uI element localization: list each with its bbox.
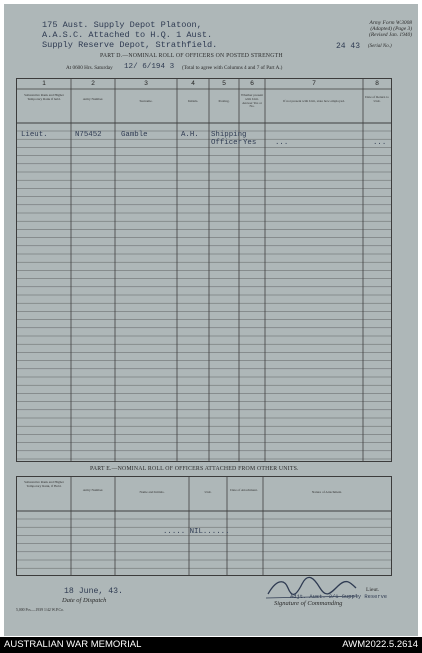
col-header-return-date: Date of Return to Unit. xyxy=(365,95,389,103)
date-value: 12/ 6/194 3 xyxy=(124,63,175,71)
nil-entry: ..... NIL...... xyxy=(163,528,230,536)
col-number: 8 xyxy=(375,80,379,87)
col-header-army-number: Army Number. xyxy=(82,97,104,101)
e-col-header-name: Name and Initials. xyxy=(139,490,165,494)
unit-line-3: Supply Reserve Depot, Strathfield. xyxy=(42,40,218,50)
dispatch-label: Date of Dispatch xyxy=(62,597,107,604)
entry-return-date: ... xyxy=(373,139,387,147)
col-header-employment: If not present with Unit, state how employed. xyxy=(283,99,345,103)
dispatch-date: 18 June, 43. xyxy=(64,587,123,596)
col-header-surname: Surname. xyxy=(139,99,153,103)
col-number: 5 xyxy=(222,80,226,87)
entry-rank: Lieut. xyxy=(21,131,48,139)
serial-label: (Serial No.) xyxy=(368,44,392,49)
col-number: 4 xyxy=(191,80,195,87)
e-col-header-rank: Substantive Rank and Higher Temporary Rank, if Held. xyxy=(24,480,64,488)
caption-left: AUSTRALIAN WAR MEMORIAL xyxy=(4,639,142,650)
part-d-grid-lines xyxy=(17,79,391,461)
date-suffix: (Total to agree with Columns 4 and 7 of Part A.) xyxy=(182,65,283,71)
date-prefix: At 0600 Hrs. Saturday xyxy=(66,65,113,71)
serial-number: 24 43 xyxy=(336,42,361,51)
col-header-present: Whether present with Unit. Answer Yes or No. xyxy=(240,93,264,109)
col-number: 7 xyxy=(312,80,316,87)
caption-bar xyxy=(0,637,422,653)
unit-line-2: A.A.S.C. Attached to H.Q. 1 Aust. xyxy=(42,30,213,40)
part-d-table xyxy=(16,78,392,462)
form-sheet xyxy=(4,4,418,636)
col-number: 6 xyxy=(250,80,254,87)
part-e-title: PART E.—NOMINAL ROLL OF OFFICERS ATTACHED FROM OTHER UNITS. xyxy=(90,466,299,472)
entry-surname: Gamble xyxy=(121,131,148,139)
signature-label: Signature of Commanding xyxy=(274,600,343,607)
col-header-rank: Substantive Rank and Higher Temporary Rank if held. xyxy=(24,93,64,101)
entry-present: Yes xyxy=(243,139,257,147)
col-number: 1 xyxy=(42,80,46,87)
e-col-header-date: Date of Attachment. xyxy=(230,488,258,492)
form-id-2: (Adapted) (Page 3) xyxy=(370,26,412,32)
col-number: 2 xyxy=(91,80,95,87)
entry-army-number: N75452 xyxy=(75,131,102,139)
col-header-initials: Initials. xyxy=(187,99,199,103)
caption-right: AWM2022.5.2614 xyxy=(342,639,418,650)
col-header-posting: Posting. xyxy=(218,99,230,103)
print-note: 5,000 Pcs.—1939 1/42 W.P.Co. xyxy=(16,608,64,612)
lieut-label: Lieut. xyxy=(366,587,380,593)
unit-line-1: 175 Aust. Supply Depot Platoon, xyxy=(42,20,202,30)
e-col-header-nature: Nature of Attachment. xyxy=(311,490,343,494)
entry-employment: ... xyxy=(275,139,289,147)
part-e-table xyxy=(16,476,392,576)
signatory: Adjt. Aust. 2/1 Supply Reserve xyxy=(290,594,388,600)
form-id-3: (Revised Jan. 1940) xyxy=(369,32,412,38)
part-d-title: PART D.—NOMINAL ROLL OF OFFICERS ON POSTED STRENGTH xyxy=(100,53,283,59)
entry-initials: A.H. xyxy=(181,131,199,139)
entry-posting: Shipping Officer xyxy=(211,131,247,147)
e-col-header-army-number: Army Number. xyxy=(82,488,104,492)
e-col-header-unit: Unit. xyxy=(204,490,212,494)
form-id-1: Army Form W.3008 xyxy=(369,20,412,26)
col-number: 3 xyxy=(144,80,148,87)
